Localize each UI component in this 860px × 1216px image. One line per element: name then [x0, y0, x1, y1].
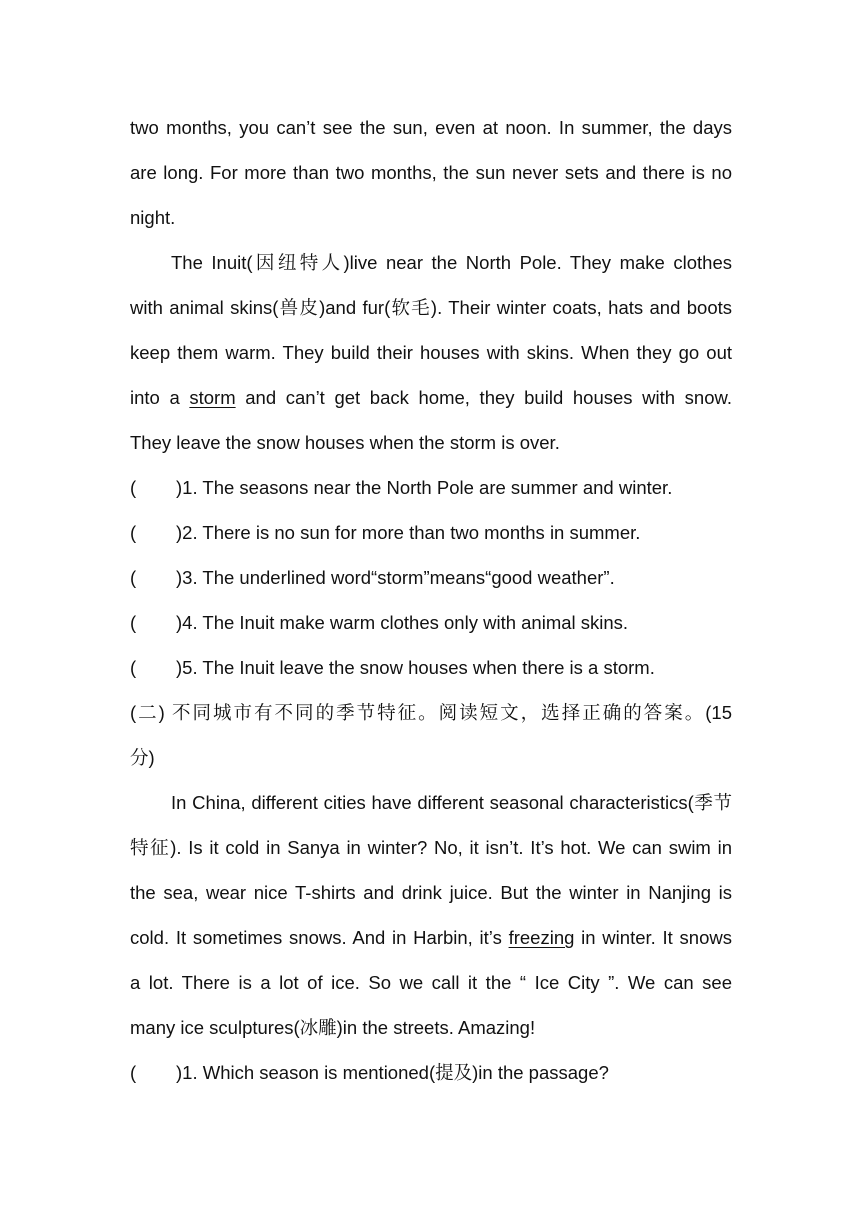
underlined-word-freezing: freezing	[508, 927, 575, 948]
question-item	[130, 611, 732, 635]
question-item	[130, 521, 732, 545]
passage-line: a lot. There is a lot of ice. So we call it the “ Ice City ”. We can see	[130, 972, 732, 993]
passage-line: the sea, wear nice T-shirts and drink juice. But the winter in Nanjing is	[130, 882, 732, 903]
passage-line: In China, different cities have different seasonal characteristics(季节	[171, 792, 732, 813]
question-item	[130, 566, 732, 590]
section-heading: 分)	[130, 747, 155, 768]
text-span: in winter. It snows	[574, 927, 732, 948]
question-text: )2. There is no sun for more than two months in summer.	[176, 522, 641, 543]
underlined-word-storm: storm	[189, 387, 236, 408]
passage-line	[130, 926, 732, 950]
answer-blank[interactable]: (	[130, 567, 137, 588]
passage-line: with animal skins(兽皮)and fur(软毛). Their winter coats, hats and boots	[130, 297, 732, 318]
passage-line: keep them warm. They build their houses with skins. When they go out	[130, 342, 732, 363]
question-item	[130, 656, 732, 680]
question-text: )1. Which season is mentioned(提及)in the passage?	[176, 1062, 609, 1083]
passage-line: The Inuit(因纽特人)live near the North Pole. They make clothes	[171, 252, 732, 273]
answer-blank[interactable]: (	[130, 1062, 137, 1083]
passage-line	[130, 386, 732, 410]
passage-line: They leave the snow houses when the storm is over.	[130, 432, 560, 453]
answer-blank[interactable]: (	[130, 522, 137, 543]
passage-line: 特征). Is it cold in Sanya in winter? No, it isn’t. It’s hot. We can swim in	[130, 837, 732, 858]
question-item	[130, 476, 732, 500]
question-text: )4. The Inuit make warm clothes only with animal skins.	[176, 612, 629, 633]
answer-blank[interactable]: (	[130, 477, 137, 498]
section-heading: (二) 不同城市有不同的季节特征。阅读短文，选择正确的答案。(15	[130, 702, 732, 723]
passage-line: night.	[130, 207, 176, 228]
question-text: )5. The Inuit leave the snow houses when there is a storm.	[176, 657, 655, 678]
text-span: into a	[130, 387, 190, 408]
question-text: )1. The seasons near the North Pole are summer and winter.	[176, 477, 673, 498]
text-span: and can’t get back home, they build houses with snow.	[235, 387, 732, 408]
question-item	[130, 1061, 732, 1085]
answer-blank[interactable]: (	[130, 657, 137, 678]
answer-blank[interactable]: (	[130, 612, 137, 633]
passage-line: are long. For more than two months, the sun never sets and there is no	[130, 162, 732, 183]
passage-line: many ice sculptures(冰雕)in the streets. Amazing!	[130, 1017, 536, 1038]
question-text: )3. The underlined word“storm”means“good weather”.	[176, 567, 615, 588]
passage-line: two months, you can’t see the sun, even at noon. In summer, the days	[130, 117, 732, 138]
text-span: cold. It sometimes snows. And in Harbin, it’s	[130, 927, 509, 948]
